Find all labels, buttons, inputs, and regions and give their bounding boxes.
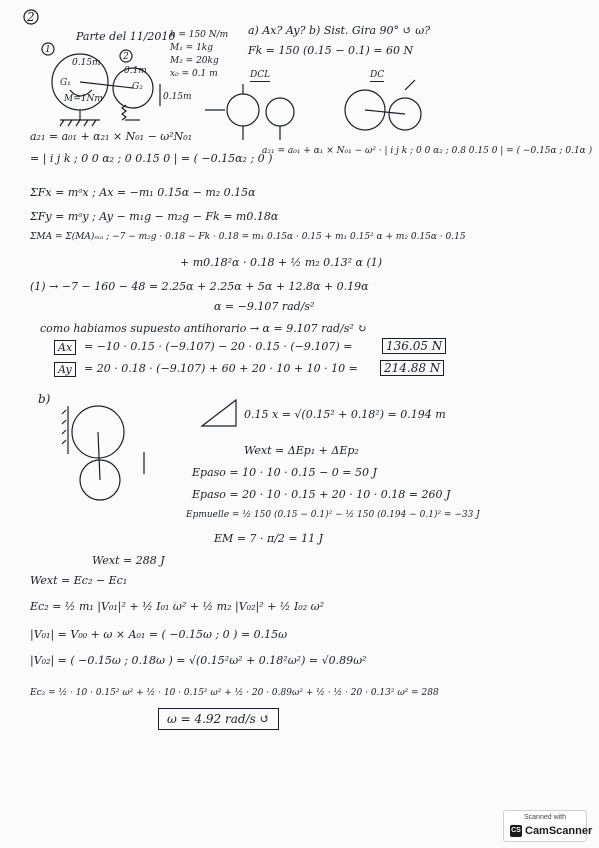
ay-result: 214.88 N [380, 360, 444, 376]
fig-moment: M=1Nm [64, 94, 103, 104]
fig-r1: 0.15m [72, 58, 101, 68]
scanner-caption: Scanned with [523, 814, 567, 821]
b-line-2: Wext = ΔEp₁ + ΔEp₂ [244, 444, 359, 457]
param-k: k = 150 N/m [170, 30, 229, 40]
b-line-9: Ec₂ = ½ m₁ |V₀₁|² + ½ I₀₁ ω² + ½ m₂ |V₀₂|² + ½ I₀₂ ω² [30, 600, 324, 613]
problem-heading: Parte del 11/2010 [76, 30, 176, 43]
fig-disc2: 2 [123, 52, 129, 62]
line-alpha: α = −9.107 rad/s² [214, 300, 315, 313]
param-m1: M₁ = 1kg [170, 43, 214, 53]
rotated-figure [60, 400, 170, 510]
param-x0: x₀ = 0.1 m [170, 69, 218, 79]
ax-result: 136.05 N [382, 338, 446, 354]
line-sum-ma: ΣMA = Σ(MA)ₘₐ ; −7 − m₂g · 0.18 − Fk · 0.18 = m₁ 0.15α · 0.15 + m₁ 0.15² α + m₂ 0.15α · 0.15 [30, 232, 466, 242]
final-answer: ω = 4.92 rad/s ↺ [158, 708, 279, 730]
b-line-5: Epmuelle = ½ 150 (0.15 − 0.1)² − ½ 150 (0.194 − 0.1)² = −33 J [186, 510, 480, 520]
param-m2: M₂ = 20kg [170, 56, 219, 66]
fig-disc1: 1 [45, 45, 51, 55]
dcl-label: DCL [250, 70, 271, 80]
b-line-10: |V₀₁| = V₀₀ + ω × A₀₁ = ( −0.15ω ; 0 ) = 0.15ω [30, 628, 288, 641]
fig-g1: G₁ [60, 78, 71, 88]
scanner-name: CamScanner [525, 825, 593, 837]
b-line-4: Epaso = 20 · 10 · 0.15 + 20 · 10 · 0.18 = 260 J [192, 488, 451, 501]
line-a21: a₂₁ = a₀₁ + α₂₁ × N₀₁ − ω²N₀₁ [30, 130, 193, 143]
b-line-12: Ec₂ = ½ · 10 · 0.15² ω² + ½ · 10 · 0.15² ω² + ½ · 20 · 0.89ω² + ½ · ½ · 20 · 0.13² ω² = 288 [30, 688, 439, 698]
dc-label: DC [370, 70, 385, 80]
line-sum-ma-cont: + m0.18²α · 0.18 + ½ m₂ 0.13² α (1) [180, 256, 383, 269]
line-sum-fx: ΣFx = mᵃx ; Ax = −m₁ 0.15α − m₂ 0.15α [30, 186, 256, 199]
camscanner-logo-icon: CS [510, 825, 522, 837]
b-line-11: |V₀₂| = ( −0.15ω ; 0.18ω ) = √(0.15²ω² + 0.18²ω²) = √0.89ω² [30, 654, 367, 667]
fig-g2: G₂ [132, 82, 143, 92]
line-supuesto: como habiamos supuesto antihorario → α = 9.107 rad/s² ↻ [40, 322, 367, 335]
ay-equation: = 20 · 0.18 · (−9.107) + 60 + 20 · 10 + 10 · 10 = [84, 362, 358, 375]
questions: a) Ax? Ay? b) Sist. Gira 90° ↺ ω? [248, 24, 431, 37]
line-a21b: a₂₁ = a₀₁ + α₁ × N₀₁ − ω² · | i j k ; 0 0 α₂ ; 0.8 0.15 0 | = ( −0.15α ; 0.1α ) [262, 146, 593, 156]
line-eq1: (1) → −7 − 160 − 48 = 2.25α + 2.25α + 5α + 12.8α + 0.19α [30, 280, 369, 293]
camscanner-badge [503, 810, 593, 842]
fig-length: 0.15m [163, 92, 192, 102]
b-line-8: Wext = Ec₂ − Ec₁ [30, 574, 128, 587]
triangle-sketch [200, 398, 240, 428]
spring-force: Fk = 150 (0.15 − 0.1) = 60 N [248, 44, 414, 57]
line-matrix: = | i j k ; 0 0 α₂ ; 0 0.15 0 | = ( −0.15α₂ ; 0 ) [30, 152, 273, 165]
fig-r2: 0.1m [124, 66, 147, 76]
part-b-label: b) [38, 392, 51, 406]
b-line-6: EM = 7 · π/2 = 11 J [214, 532, 324, 545]
dc-figure [335, 80, 435, 140]
b-line-1: 0.15 x = √(0.15² + 0.18²) = 0.194 m [244, 408, 446, 421]
ay-label: Ay [54, 362, 76, 377]
ax-equation: = −10 · 0.15 · (−9.107) − 20 · 0.15 · (−9.107) = [84, 340, 353, 353]
b-line-3: Epaso = 10 · 10 · 0.15 − 0 = 50 J [192, 466, 377, 479]
two-disc-figure [30, 40, 170, 130]
problem-number: 2 [27, 10, 35, 24]
line-sum-fy: ΣFy = mᵃy ; Ay − m₁g − m₂g − Fk = m0.18α [30, 210, 279, 223]
ax-label: Ax [54, 340, 76, 355]
b-line-7: Wext = 288 J [92, 554, 165, 567]
scanner-brand [510, 825, 592, 837]
dcl-figure [205, 82, 315, 142]
